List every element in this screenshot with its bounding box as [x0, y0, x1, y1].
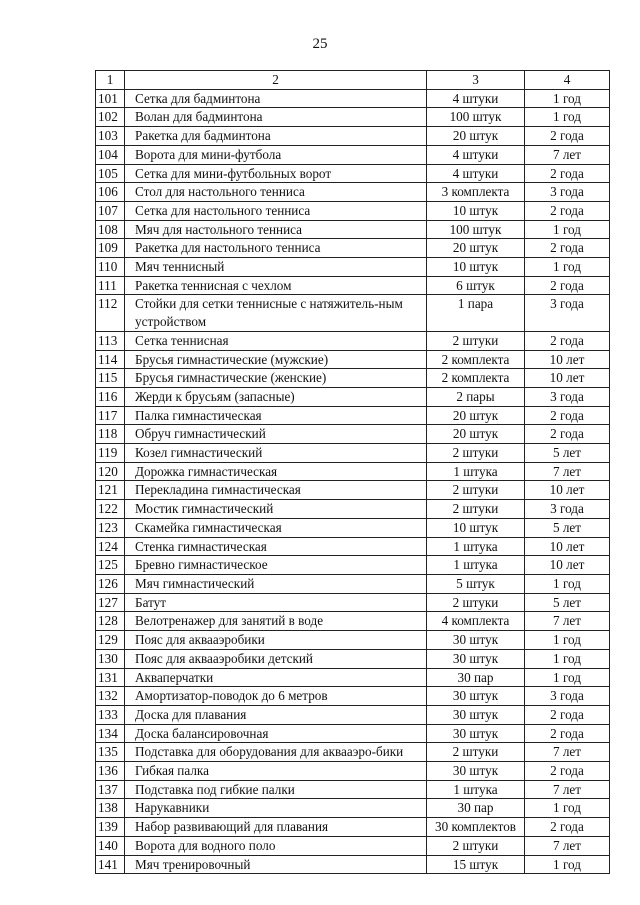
- item-name: Пояс для аквааэробики детский: [125, 649, 427, 668]
- item-quantity: 30 пар: [427, 668, 525, 687]
- row-number: 129: [96, 631, 125, 650]
- table-row: [96, 855, 610, 874]
- item-service-life: 2 года: [525, 201, 610, 220]
- item-name: Мяч для настольного тенниса: [125, 220, 427, 239]
- row-number: 134: [96, 724, 125, 743]
- item-quantity: 4 штуки: [427, 145, 525, 164]
- item-service-life: 10 лет: [525, 537, 610, 556]
- item-service-life: 3 года: [525, 295, 610, 331]
- item-service-life: 7 лет: [525, 743, 610, 762]
- row-number: 105: [96, 164, 125, 183]
- row-number: 106: [96, 183, 125, 202]
- table-row: [96, 276, 610, 295]
- item-name: Волан для бадминтона: [125, 108, 427, 127]
- table-row: [96, 425, 610, 444]
- item-quantity: 30 штук: [427, 762, 525, 781]
- item-quantity: 2 комплекта: [427, 369, 525, 388]
- item-service-life: 1 год: [525, 855, 610, 874]
- row-number: 136: [96, 762, 125, 781]
- table-header-row: [96, 71, 610, 90]
- row-number: 118: [96, 425, 125, 444]
- item-name: Ворота для водного поло: [125, 836, 427, 855]
- row-number: 123: [96, 518, 125, 537]
- row-number: 109: [96, 239, 125, 258]
- table-row: [96, 762, 610, 781]
- row-number: 127: [96, 593, 125, 612]
- item-quantity: 2 штуки: [427, 331, 525, 350]
- table-row: [96, 387, 610, 406]
- item-name: Гибкая палка: [125, 762, 427, 781]
- item-service-life: 3 года: [525, 500, 610, 519]
- item-service-life: 7 лет: [525, 612, 610, 631]
- item-service-life: 1 год: [525, 108, 610, 127]
- row-number: 124: [96, 537, 125, 556]
- item-quantity: 6 штук: [427, 276, 525, 295]
- item-quantity: 4 штуки: [427, 89, 525, 108]
- table-row: [96, 780, 610, 799]
- page-number: 25: [312, 36, 328, 52]
- item-service-life: 5 лет: [525, 518, 610, 537]
- item-service-life: 2 года: [525, 276, 610, 295]
- item-service-life: 2 года: [525, 406, 610, 425]
- item-service-life: 7 лет: [525, 780, 610, 799]
- item-quantity: 10 штук: [427, 518, 525, 537]
- row-number: 139: [96, 818, 125, 837]
- table-row: [96, 687, 610, 706]
- item-service-life: 10 лет: [525, 350, 610, 369]
- item-quantity: 20 штук: [427, 239, 525, 258]
- item-quantity: 4 штуки: [427, 164, 525, 183]
- item-name: Мостик гимнастический: [125, 500, 427, 519]
- item-name: Стол для настольного тенниса: [125, 183, 427, 202]
- table-row: [96, 556, 610, 575]
- row-number: 128: [96, 612, 125, 631]
- item-name: Перекладина гимнастическая: [125, 481, 427, 500]
- item-name: Палка гимнастическая: [125, 406, 427, 425]
- item-name: Нарукавники: [125, 799, 427, 818]
- item-name: Брусья гимнастические (мужские): [125, 350, 427, 369]
- table-row: [96, 220, 610, 239]
- item-name: Ракетка для настольного тенниса: [125, 239, 427, 258]
- table-row: [96, 444, 610, 463]
- item-name: Скамейка гимнастическая: [125, 518, 427, 537]
- table-row: [96, 518, 610, 537]
- table-row: [96, 145, 610, 164]
- item-service-life: 2 года: [525, 724, 610, 743]
- table-row: [96, 258, 610, 277]
- row-number: 113: [96, 331, 125, 350]
- item-name: Козел гимнастический: [125, 444, 427, 463]
- table-row: [96, 537, 610, 556]
- table-row: [96, 612, 610, 631]
- item-service-life: 2 года: [525, 705, 610, 724]
- item-quantity: 5 штук: [427, 574, 525, 593]
- item-name: Доска балансировочная: [125, 724, 427, 743]
- row-number: 119: [96, 444, 125, 463]
- row-number: 132: [96, 687, 125, 706]
- item-quantity: 20 штук: [427, 425, 525, 444]
- item-service-life: 1 год: [525, 574, 610, 593]
- table-body: [96, 89, 610, 874]
- item-service-life: 1 год: [525, 649, 610, 668]
- item-name: Акваперчатки: [125, 668, 427, 687]
- row-number: 117: [96, 406, 125, 425]
- item-name: Стенка гимнастическая: [125, 537, 427, 556]
- table-row: [96, 743, 610, 762]
- item-service-life: 2 года: [525, 762, 610, 781]
- item-service-life: 5 лет: [525, 444, 610, 463]
- row-number: 108: [96, 220, 125, 239]
- item-quantity: 2 штуки: [427, 836, 525, 855]
- item-name: Подставка для оборудования для аквааэро-бики: [125, 743, 427, 762]
- item-quantity: 30 штук: [427, 631, 525, 650]
- item-name: Мяч тренировочный: [125, 855, 427, 874]
- item-name: Сетка для мини-футбольных ворот: [125, 164, 427, 183]
- table-row: [96, 183, 610, 202]
- item-quantity: 1 штука: [427, 780, 525, 799]
- item-name: Стойки для сетки теннисные с натяжитель-ным устройством: [125, 295, 427, 331]
- table-row: [96, 350, 610, 369]
- item-service-life: 1 год: [525, 799, 610, 818]
- row-number: 140: [96, 836, 125, 855]
- row-number: 141: [96, 855, 125, 874]
- item-quantity: 1 пара: [427, 295, 525, 331]
- item-quantity: 20 штук: [427, 127, 525, 146]
- item-service-life: 10 лет: [525, 556, 610, 575]
- table-row: [96, 331, 610, 350]
- row-number: 135: [96, 743, 125, 762]
- item-name: Подставка под гибкие палки: [125, 780, 427, 799]
- table-row: [96, 649, 610, 668]
- row-number: 111: [96, 276, 125, 295]
- row-number: 104: [96, 145, 125, 164]
- item-quantity: 3 комплекта: [427, 183, 525, 202]
- row-number: 120: [96, 462, 125, 481]
- item-name: Жерди к брусьям (запасные): [125, 387, 427, 406]
- row-number: 112: [96, 295, 125, 331]
- row-number: 137: [96, 780, 125, 799]
- item-quantity: 10 штук: [427, 258, 525, 277]
- item-quantity: 100 штук: [427, 220, 525, 239]
- header-col-4: 4: [525, 71, 610, 90]
- item-name: Мяч гимнастический: [125, 574, 427, 593]
- item-quantity: 30 комплектов: [427, 818, 525, 837]
- item-name: Велотренажер для занятий в воде: [125, 612, 427, 631]
- item-quantity: 2 комплекта: [427, 350, 525, 369]
- item-service-life: 7 лет: [525, 145, 610, 164]
- table-row: [96, 799, 610, 818]
- item-service-life: 3 года: [525, 183, 610, 202]
- equipment-table: [95, 70, 610, 874]
- header-col-3: 3: [427, 71, 525, 90]
- row-number: 138: [96, 799, 125, 818]
- table-row: [96, 164, 610, 183]
- table-row: [96, 481, 610, 500]
- item-quantity: 1 штука: [427, 537, 525, 556]
- header-col-2: 2: [125, 71, 427, 90]
- table-row: [96, 668, 610, 687]
- item-quantity: 2 штуки: [427, 743, 525, 762]
- table-row: [96, 295, 610, 331]
- row-number: 115: [96, 369, 125, 388]
- row-number: 107: [96, 201, 125, 220]
- item-service-life: 1 год: [525, 631, 610, 650]
- item-service-life: 7 лет: [525, 462, 610, 481]
- item-quantity: 2 штуки: [427, 500, 525, 519]
- item-name: Мяч теннисный: [125, 258, 427, 277]
- row-number: 130: [96, 649, 125, 668]
- item-name: Брусья гимнастические (женские): [125, 369, 427, 388]
- item-quantity: 4 комплекта: [427, 612, 525, 631]
- item-name: Амортизатор-поводок до 6 метров: [125, 687, 427, 706]
- table-row: [96, 836, 610, 855]
- item-service-life: 7 лет: [525, 836, 610, 855]
- header-col-1: 1: [96, 71, 125, 90]
- table-row: [96, 574, 610, 593]
- table-row: [96, 201, 610, 220]
- table-row: [96, 108, 610, 127]
- item-service-life: 5 лет: [525, 593, 610, 612]
- row-number: 133: [96, 705, 125, 724]
- row-number: 121: [96, 481, 125, 500]
- item-service-life: 2 года: [525, 127, 610, 146]
- item-quantity: 15 штук: [427, 855, 525, 874]
- item-name: Ворота для мини-футбола: [125, 145, 427, 164]
- item-service-life: 2 года: [525, 818, 610, 837]
- item-quantity: 100 штук: [427, 108, 525, 127]
- row-number: 125: [96, 556, 125, 575]
- table-row: [96, 239, 610, 258]
- table-row: [96, 724, 610, 743]
- item-name: Набор развивающий для плавания: [125, 818, 427, 837]
- item-quantity: 1 штука: [427, 462, 525, 481]
- item-quantity: 30 штук: [427, 649, 525, 668]
- item-name: Сетка для бадминтона: [125, 89, 427, 108]
- item-service-life: 2 года: [525, 239, 610, 258]
- row-number: 103: [96, 127, 125, 146]
- table-row: [96, 406, 610, 425]
- item-quantity: 30 штук: [427, 687, 525, 706]
- row-number: 122: [96, 500, 125, 519]
- item-service-life: 3 года: [525, 687, 610, 706]
- item-quantity: 20 штук: [427, 406, 525, 425]
- item-name: Доска для плавания: [125, 705, 427, 724]
- item-name: Дорожка гимнастическая: [125, 462, 427, 481]
- item-quantity: 30 штук: [427, 705, 525, 724]
- table-row: [96, 631, 610, 650]
- item-service-life: 2 года: [525, 425, 610, 444]
- table-row: [96, 500, 610, 519]
- item-quantity: 2 штуки: [427, 444, 525, 463]
- row-number: 126: [96, 574, 125, 593]
- item-service-life: 1 год: [525, 220, 610, 239]
- item-service-life: 10 лет: [525, 481, 610, 500]
- item-name: Сетка для настольного тенниса: [125, 201, 427, 220]
- item-name: Бревно гимнастическое: [125, 556, 427, 575]
- item-service-life: 1 год: [525, 668, 610, 687]
- item-name: Обруч гимнастический: [125, 425, 427, 444]
- item-service-life: 2 года: [525, 164, 610, 183]
- item-quantity: 2 штуки: [427, 593, 525, 612]
- item-quantity: 30 пар: [427, 799, 525, 818]
- row-number: 114: [96, 350, 125, 369]
- item-name: Сетка теннисная: [125, 331, 427, 350]
- table-row: [96, 127, 610, 146]
- item-quantity: 1 штука: [427, 556, 525, 575]
- item-service-life: 1 год: [525, 258, 610, 277]
- item-name: Ракетка для бадминтона: [125, 127, 427, 146]
- item-quantity: 2 пары: [427, 387, 525, 406]
- item-service-life: 3 года: [525, 387, 610, 406]
- item-quantity: 10 штук: [427, 201, 525, 220]
- table-row: [96, 818, 610, 837]
- row-number: 110: [96, 258, 125, 277]
- table-row: [96, 89, 610, 108]
- item-quantity: 30 штук: [427, 724, 525, 743]
- row-number: 131: [96, 668, 125, 687]
- item-quantity: 2 штуки: [427, 481, 525, 500]
- item-service-life: 2 года: [525, 331, 610, 350]
- item-service-life: 1 год: [525, 89, 610, 108]
- row-number: 116: [96, 387, 125, 406]
- table-row: [96, 593, 610, 612]
- item-name: Пояс для аквааэробики: [125, 631, 427, 650]
- item-name: Ракетка теннисная с чехлом: [125, 276, 427, 295]
- item-name: Батут: [125, 593, 427, 612]
- row-number: 101: [96, 89, 125, 108]
- item-service-life: 10 лет: [525, 369, 610, 388]
- table-row: [96, 369, 610, 388]
- table-row: [96, 462, 610, 481]
- row-number: 102: [96, 108, 125, 127]
- table-row: [96, 705, 610, 724]
